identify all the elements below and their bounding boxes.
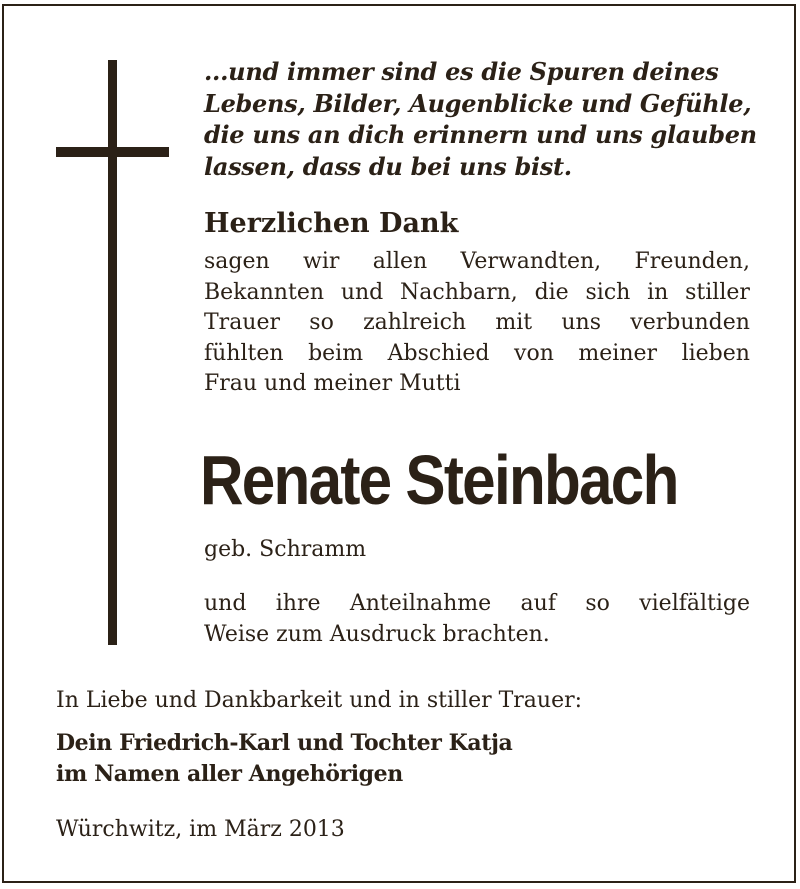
word: sich (585, 279, 631, 305)
word: und (204, 591, 247, 616)
thanks-line (204, 339, 750, 370)
word: wir (303, 249, 340, 274)
thanks-line (204, 308, 750, 339)
word: auf (520, 591, 556, 616)
word: Anteilnahme (349, 591, 492, 616)
deceased-name: Renate Steinbach (200, 441, 678, 519)
thanks-heading: Herzlichen Dank (204, 208, 459, 239)
word: von (514, 340, 554, 366)
word: allen (372, 249, 428, 274)
word: sagen (204, 249, 270, 274)
signer-line: Dein Friedrich-Karl und Tochter Katja (56, 730, 513, 756)
quote-line: die uns an dich erinnern und uns glauben (204, 120, 757, 149)
word: Trauer (204, 310, 281, 336)
word: Bekannten (204, 279, 325, 305)
cross-icon-crossbar (56, 147, 169, 157)
word: Freunden, (634, 249, 750, 274)
thanks-line: Frau und meiner Mutti (204, 371, 461, 397)
word: Abschied (387, 340, 490, 366)
place-date: Würchwitz, im März 2013 (56, 817, 345, 842)
word: beim (308, 340, 364, 366)
word: ihre (275, 591, 321, 616)
word: so (309, 310, 334, 336)
word: mit (495, 310, 533, 336)
obituary-notice (2, 4, 796, 883)
memorial-quote (204, 56, 764, 182)
signer-line: im Namen aller Angehörigen (56, 761, 403, 787)
word: Verwandten, (460, 249, 602, 274)
word: vielfältige (639, 591, 750, 616)
sympathy-line: Weise zum Ausdruck brachten. (204, 621, 550, 647)
word: uns (561, 310, 601, 336)
thanks-line (204, 247, 750, 278)
quote-line: Lebens, Bilder, Augenblicke und Gefühle, (204, 88, 752, 118)
sympathy-line (204, 589, 750, 620)
closing-line: In Liebe und Dankbarkeit und in stiller Trauer: (56, 688, 583, 713)
word: stiller (685, 279, 750, 305)
word: verbunden (630, 310, 750, 336)
quote-line: lassen, dass du bei uns bist. (204, 151, 572, 181)
sympathy-text (204, 589, 750, 650)
word: in (647, 279, 669, 305)
word: die (534, 279, 569, 305)
maiden-name: geb. Schramm (204, 537, 367, 562)
word: fühlten (204, 340, 284, 366)
quote-line: ...und immer sind es die Spuren deines (204, 57, 719, 86)
thanks-line (204, 278, 750, 309)
word: lieben (681, 340, 750, 366)
signers (56, 728, 512, 790)
word: zahlreich (363, 310, 467, 336)
thanks-text (204, 247, 750, 400)
word: meiner (578, 340, 658, 366)
word: so (585, 591, 610, 616)
word: Nachbarn, (400, 279, 518, 305)
word: und (340, 279, 384, 305)
